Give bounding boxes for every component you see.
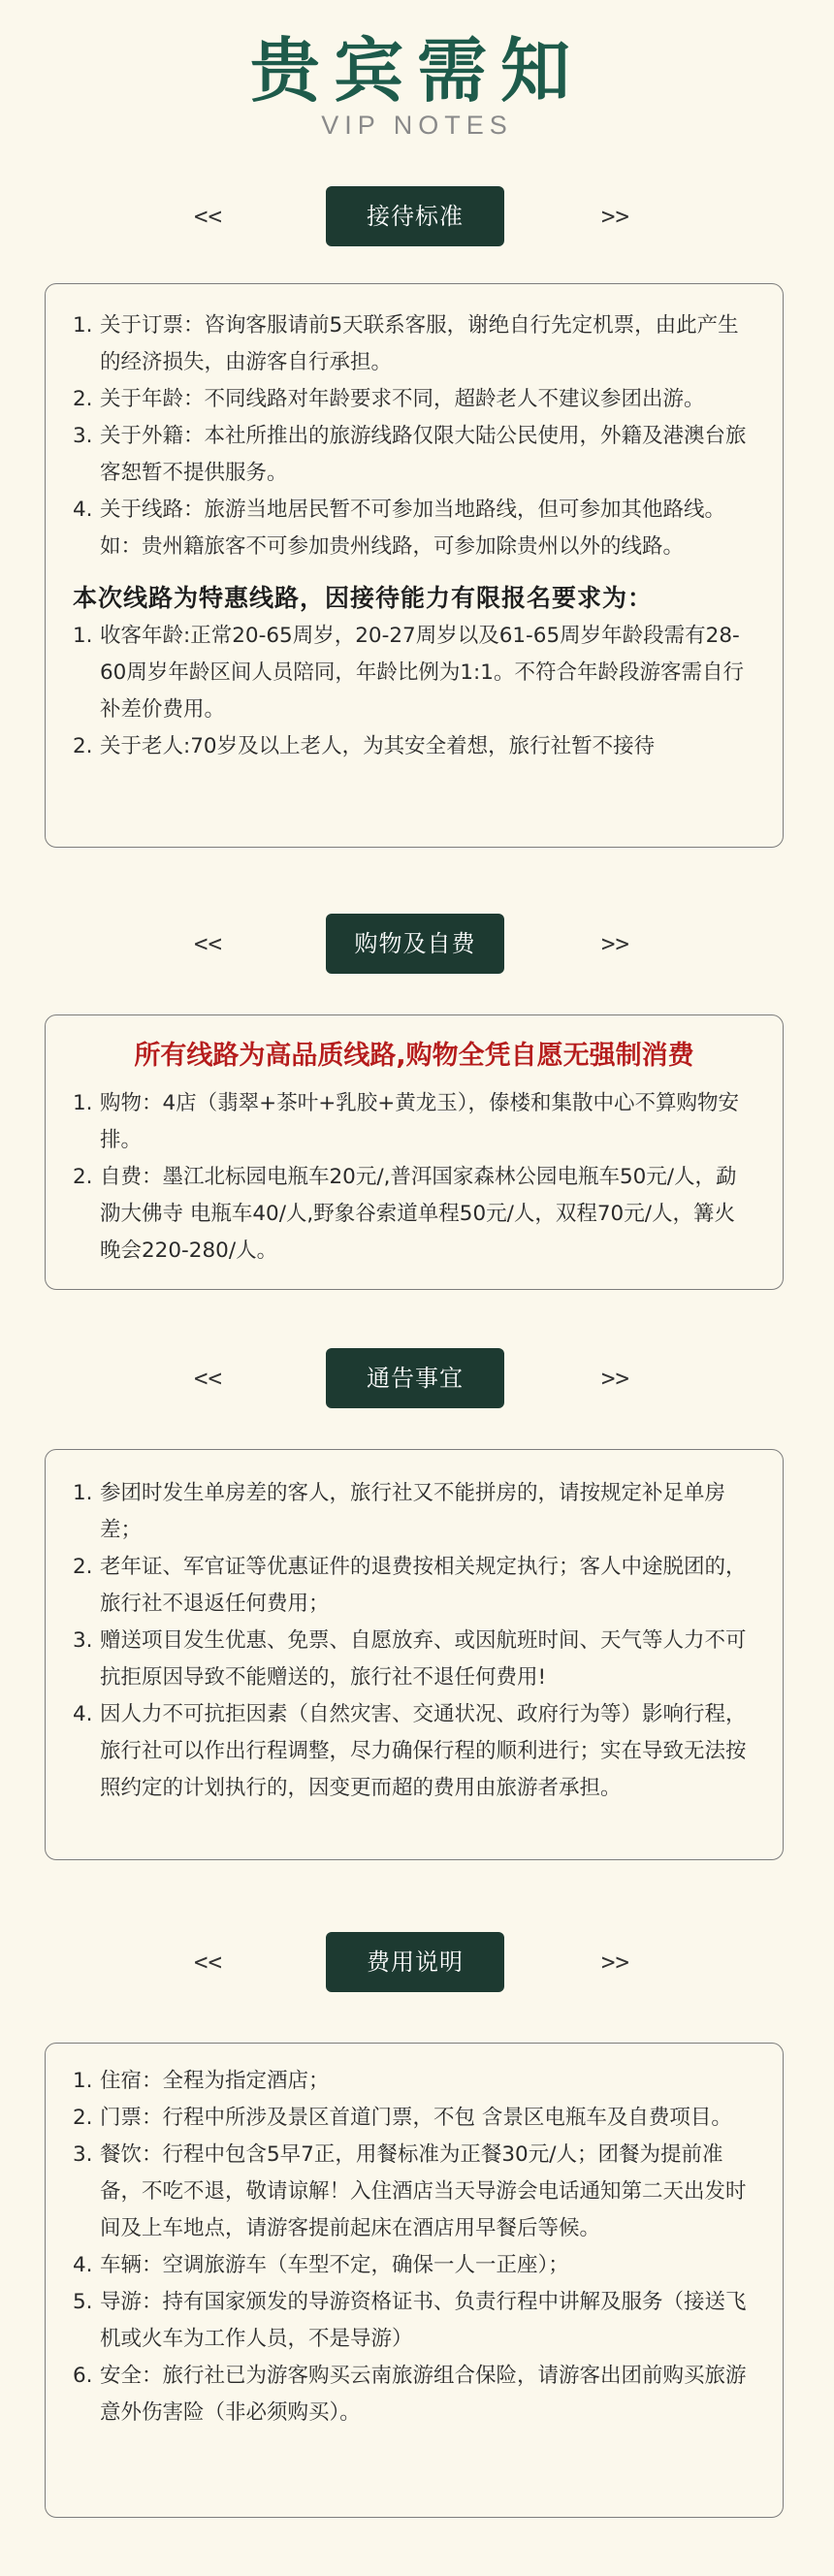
page-subtitle: VIP NOTES xyxy=(321,111,513,140)
shopping-notice-heading: 所有线路为高品质线路,购物全凭自愿无强制消费 xyxy=(134,1041,694,1071)
list-item: 1. 住宿：全程为指定酒店； xyxy=(73,2069,330,2093)
list-item: 6. 安全：旅行社已为游客购买云南旅游组合保险，请游客出团前购买旅游意外伤害险（非必须购买）。 xyxy=(73,2364,747,2425)
section-header-notices xyxy=(0,1348,834,1408)
list-item: 2. 自费：墨江北标园电瓶车20元/,普洱国家森林公园电瓶车50元/人，勐泐大佛寺 电瓶车40/人,野象谷索道单程50元/人，双程70元/人，篝火晚会220-280/人。 xyxy=(73,1165,737,1263)
list-item: 3. 关于外籍：本社所推出的旅游线路仅限大陆公民使用，外籍及港澳台旅客恕暂不提供服务。 xyxy=(73,424,747,485)
next-arrow: >> xyxy=(601,1948,629,1976)
list-item: 1. 收客年龄:正常20-65周岁，20-27周岁以及61-65周岁年龄段需有28-60周岁年龄区间人员陪同，年龄比例为1:1。不符合年龄段游客需自行补差价费用。 xyxy=(73,624,744,722)
list-item: 5. 导游：持有国家颁发的导游资格证书、负责行程中讲解及服务（接送飞机或火车为工作人员，不是导游） xyxy=(73,2290,747,2351)
list-item: 3. 赠送项目发生优惠、免票、自愿放弃、或因航班时间、天气等人力不可抗拒原因导致不能赠送的，旅行社不退任何费用! xyxy=(73,1628,747,1690)
section-title-shopping: 购物及自费 xyxy=(326,914,504,974)
prev-arrow: << xyxy=(194,203,222,230)
special-route-heading: 本次线路为特惠线路，因接待能力有限报名要求为： xyxy=(73,584,654,612)
section-header-fees xyxy=(0,1932,834,1992)
prev-arrow: << xyxy=(194,1365,222,1392)
section-title-reception: 接待标准 xyxy=(326,186,504,246)
next-arrow: >> xyxy=(601,1365,629,1392)
section-box-notices xyxy=(45,1449,784,1860)
list-item: 2. 老年证、军官证等优惠证件的退费按相关规定执行；客人中途脱团的，旅行社不退返任何费用； xyxy=(73,1555,747,1616)
notices-list xyxy=(73,1475,755,1807)
section-title-notices: 通告事宜 xyxy=(326,1348,504,1408)
shopping-list xyxy=(73,1085,755,1270)
list-item: 2. 关于老人:70岁及以上老人，为其安全着想，旅行社暂不接待 xyxy=(73,734,656,758)
section-box-reception xyxy=(45,283,784,848)
page-header xyxy=(0,29,834,140)
list-item: 4. 车辆：空调旅游车（车型不定，确保一人一正座）； xyxy=(73,2253,569,2277)
list-item: 1. 购物：4店（翡翠+茶叶+乳胶+黄龙玉），傣楼和集散中心不算购物安排。 xyxy=(73,1091,739,1152)
section-title-fees: 费用说明 xyxy=(326,1932,504,1992)
section-box-shopping xyxy=(45,1014,784,1290)
section-box-fees xyxy=(45,2043,784,2518)
list-item: 4. 因人力不可抗拒因素（自然灾害、交通状况、政府行为等）影响行程，旅行社可以作出行程调整，尽力确保行程的顺利进行；实在导致无法按照约定的计划执行的，因变更而超的费用由旅游者承担。 xyxy=(73,1702,747,1800)
fees-list xyxy=(73,2063,755,2431)
list-item: 3. 餐饮：行程中包含5早7正，用餐标准为正餐30元/人；团餐为提前准备，不吃不退，敬请谅解！入住酒店当天导游会电话通知第二天出发时间及上车地点，请游客提前起床在酒店用早餐后等候。 xyxy=(73,2142,747,2240)
list-item: 1. 参团时发生单房差的客人，旅行社又不能拼房的，请按规定补足单房差； xyxy=(73,1481,726,1542)
list-item: 4. 关于线路：旅游当地居民暂不可参加当地路线，但可参加其他路线。如：贵州籍旅客不可参加贵州线路，可参加除贵州以外的线路。 xyxy=(73,498,726,559)
list-item: 1. 关于订票：咨询客服请前5天联系客服，谢绝自行先定机票，由此产生的经济损失，由游客自行承担。 xyxy=(73,313,739,374)
list-item: 2. 门票：行程中所涉及景区首道门票，不包 含景区电瓶车及自费项目。 xyxy=(73,2106,732,2130)
section-header-shopping xyxy=(0,914,834,974)
reception-list xyxy=(73,307,755,565)
next-arrow: >> xyxy=(601,203,629,230)
page-title: 贵宾需知 xyxy=(249,29,584,112)
list-item: 2. 关于年龄：不同线路对年龄要求不同，超龄老人不建议参团出游。 xyxy=(73,387,705,411)
special-route-list xyxy=(73,618,755,765)
prev-arrow: << xyxy=(194,1948,222,1976)
prev-arrow: << xyxy=(194,930,222,957)
section-header-reception xyxy=(0,186,834,246)
next-arrow: >> xyxy=(601,930,629,957)
